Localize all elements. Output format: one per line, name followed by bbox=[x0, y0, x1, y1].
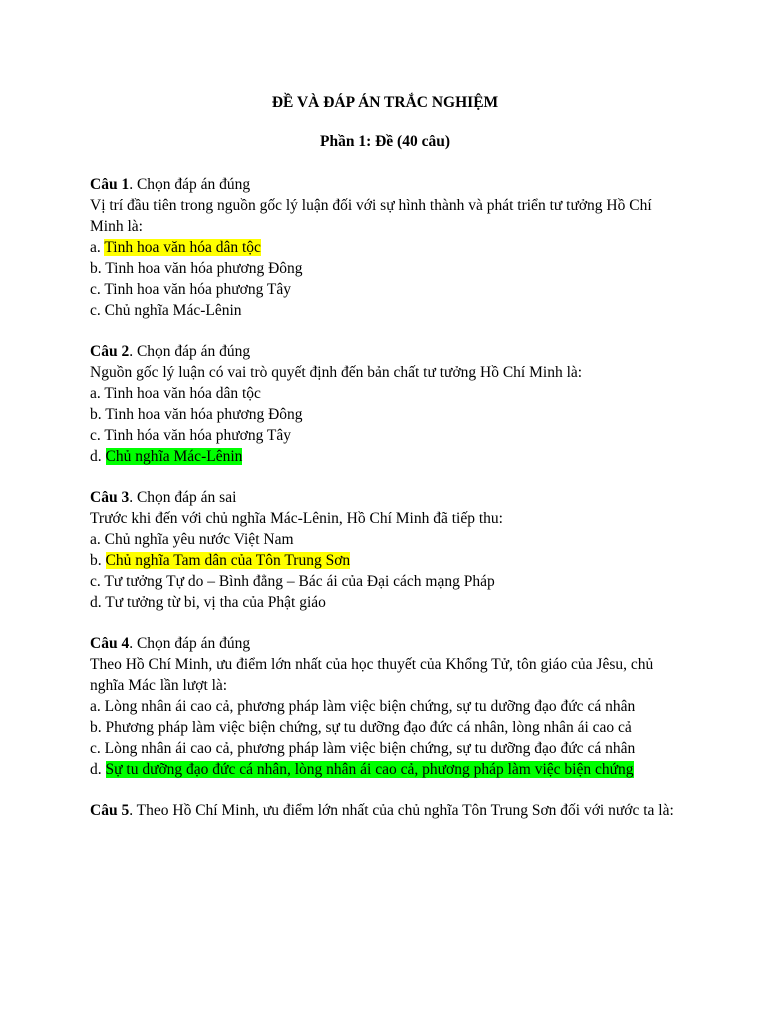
question-instruction: . Chọn đáp án đúng bbox=[129, 635, 251, 652]
option-prefix: a. bbox=[90, 239, 105, 256]
question-header bbox=[90, 174, 680, 195]
question-stem: Nguồn gốc lý luận có vai trò quyết định đến bản chất tư tưởng Hồ Chí Minh là: bbox=[90, 364, 583, 381]
option-prefix: d. bbox=[90, 448, 106, 465]
option-text: Phương pháp làm việc biện chứng, sự tu dưỡng đạo đức cá nhân, lòng nhân ái cao cả bbox=[105, 719, 632, 736]
question-2 bbox=[90, 341, 680, 467]
answer-option-a bbox=[90, 237, 680, 258]
question-4 bbox=[90, 633, 680, 780]
option-prefix: b. bbox=[90, 406, 106, 423]
option-prefix: c. bbox=[90, 573, 105, 590]
option-prefix: b. bbox=[90, 260, 106, 277]
question-label: Câu 4 bbox=[90, 635, 130, 652]
question-stem: Trước khi đến với chủ nghĩa Mác-Lênin, Hồ Chí Minh đã tiếp thu: bbox=[90, 510, 503, 527]
option-text: Chủ nghĩa yêu nước Việt Nam bbox=[104, 531, 294, 548]
question-5 bbox=[90, 800, 680, 821]
option-text-highlighted: Chủ nghĩa Mác-Lênin bbox=[105, 448, 243, 465]
answer-option-a bbox=[90, 696, 680, 717]
answer-option-b bbox=[90, 404, 680, 425]
option-text: Tinh hoa văn hóa phương Đông bbox=[105, 260, 303, 277]
question-header bbox=[90, 800, 680, 821]
question-instruction: . Theo Hồ Chí Minh, ưu điểm lớn nhất của chủ nghĩa Tôn Trung Sơn đối với nước ta là: bbox=[129, 802, 674, 819]
answer-option-c bbox=[90, 738, 680, 759]
question-instruction: . Chọn đáp án đúng bbox=[129, 343, 251, 360]
option-text-highlighted: Sự tu dưỡng đạo đức cá nhân, lòng nhân ái cao cả, phương pháp làm việc biện chứng bbox=[105, 761, 634, 778]
answer-option-d bbox=[90, 446, 680, 467]
option-text: Tinh hoa văn hóa dân tộc bbox=[104, 385, 261, 402]
answer-option-c bbox=[90, 571, 680, 592]
option-text-highlighted: Chủ nghĩa Tam dân của Tôn Trung Sơn bbox=[105, 552, 351, 569]
option-prefix: c. bbox=[90, 740, 105, 757]
answer-option-b bbox=[90, 258, 680, 279]
option-prefix: b. bbox=[90, 719, 106, 736]
option-prefix: d. bbox=[90, 594, 106, 611]
option-text-highlighted: Tinh hoa văn hóa dân tộc bbox=[104, 239, 261, 256]
option-text: Tư tưởng từ bi, vị tha của Phật giáo bbox=[105, 594, 326, 611]
answer-option-d bbox=[90, 759, 680, 780]
option-prefix: b. bbox=[90, 552, 106, 569]
answer-option-a bbox=[90, 383, 680, 404]
option-prefix: d. bbox=[90, 761, 106, 778]
question-3 bbox=[90, 487, 680, 613]
question-stem: Vị trí đầu tiên trong nguồn gốc lý luận đối với sự hình thành và phát triển tư tưởng Hồ Chí Minh là: bbox=[90, 197, 652, 235]
option-text: Tư tưởng Tự do – Bình đẳng – Bác ái của Đại cách mạng Pháp bbox=[104, 573, 495, 590]
option-text: Lòng nhân ái cao cả, phương pháp làm việc biện chứng, sự tu dưỡng đạo đức cá nhân bbox=[104, 740, 636, 757]
question-instruction: . Chọn đáp án đúng bbox=[129, 176, 251, 193]
answer-option-c bbox=[90, 279, 680, 300]
question-header bbox=[90, 633, 680, 654]
answer-option-b bbox=[90, 717, 680, 738]
document-title: ĐỀ VÀ ĐÁP ÁN TRẮC NGHIỆM bbox=[271, 94, 499, 111]
option-text: Tinh hoa văn hóa phương Tây bbox=[104, 281, 292, 298]
answer-option-c bbox=[90, 425, 680, 446]
option-prefix: c. bbox=[90, 281, 105, 298]
option-prefix: a. bbox=[90, 385, 105, 402]
option-prefix: c. bbox=[90, 302, 105, 319]
option-prefix: a. bbox=[90, 531, 105, 548]
answer-option-d bbox=[90, 300, 680, 321]
document-subtitle: Phần 1: Đề (40 câu) bbox=[319, 133, 451, 150]
question-header bbox=[90, 487, 680, 508]
answer-option-d bbox=[90, 592, 680, 613]
question-header bbox=[90, 341, 680, 362]
document-page bbox=[90, 86, 680, 821]
question-label: Câu 1 bbox=[90, 176, 130, 193]
question-label: Câu 3 bbox=[90, 489, 130, 506]
option-text: Tinh hóa văn hóa phương Tây bbox=[104, 427, 292, 444]
answer-option-a bbox=[90, 529, 680, 550]
question-label: Câu 5 bbox=[90, 802, 130, 819]
question-label: Câu 2 bbox=[90, 343, 130, 360]
option-text: Lòng nhân ái cao cả, phương pháp làm việc biện chứng, sự tu dưỡng đạo đức cá nhân bbox=[104, 698, 636, 715]
option-text: Chủ nghĩa Mác-Lênin bbox=[104, 302, 242, 319]
option-prefix: a. bbox=[90, 698, 105, 715]
answer-option-b bbox=[90, 550, 680, 571]
question-stem: Theo Hồ Chí Minh, ưu điểm lớn nhất của học thuyết của Khổng Tử, tôn giáo của Jêsu, chủ nghĩa Mác lần lượt là: bbox=[90, 656, 654, 694]
question-1 bbox=[90, 174, 680, 321]
option-text: Tinh hoa văn hóa phương Đông bbox=[105, 406, 303, 423]
option-prefix: c. bbox=[90, 427, 105, 444]
question-instruction: . Chọn đáp án sai bbox=[129, 489, 237, 506]
